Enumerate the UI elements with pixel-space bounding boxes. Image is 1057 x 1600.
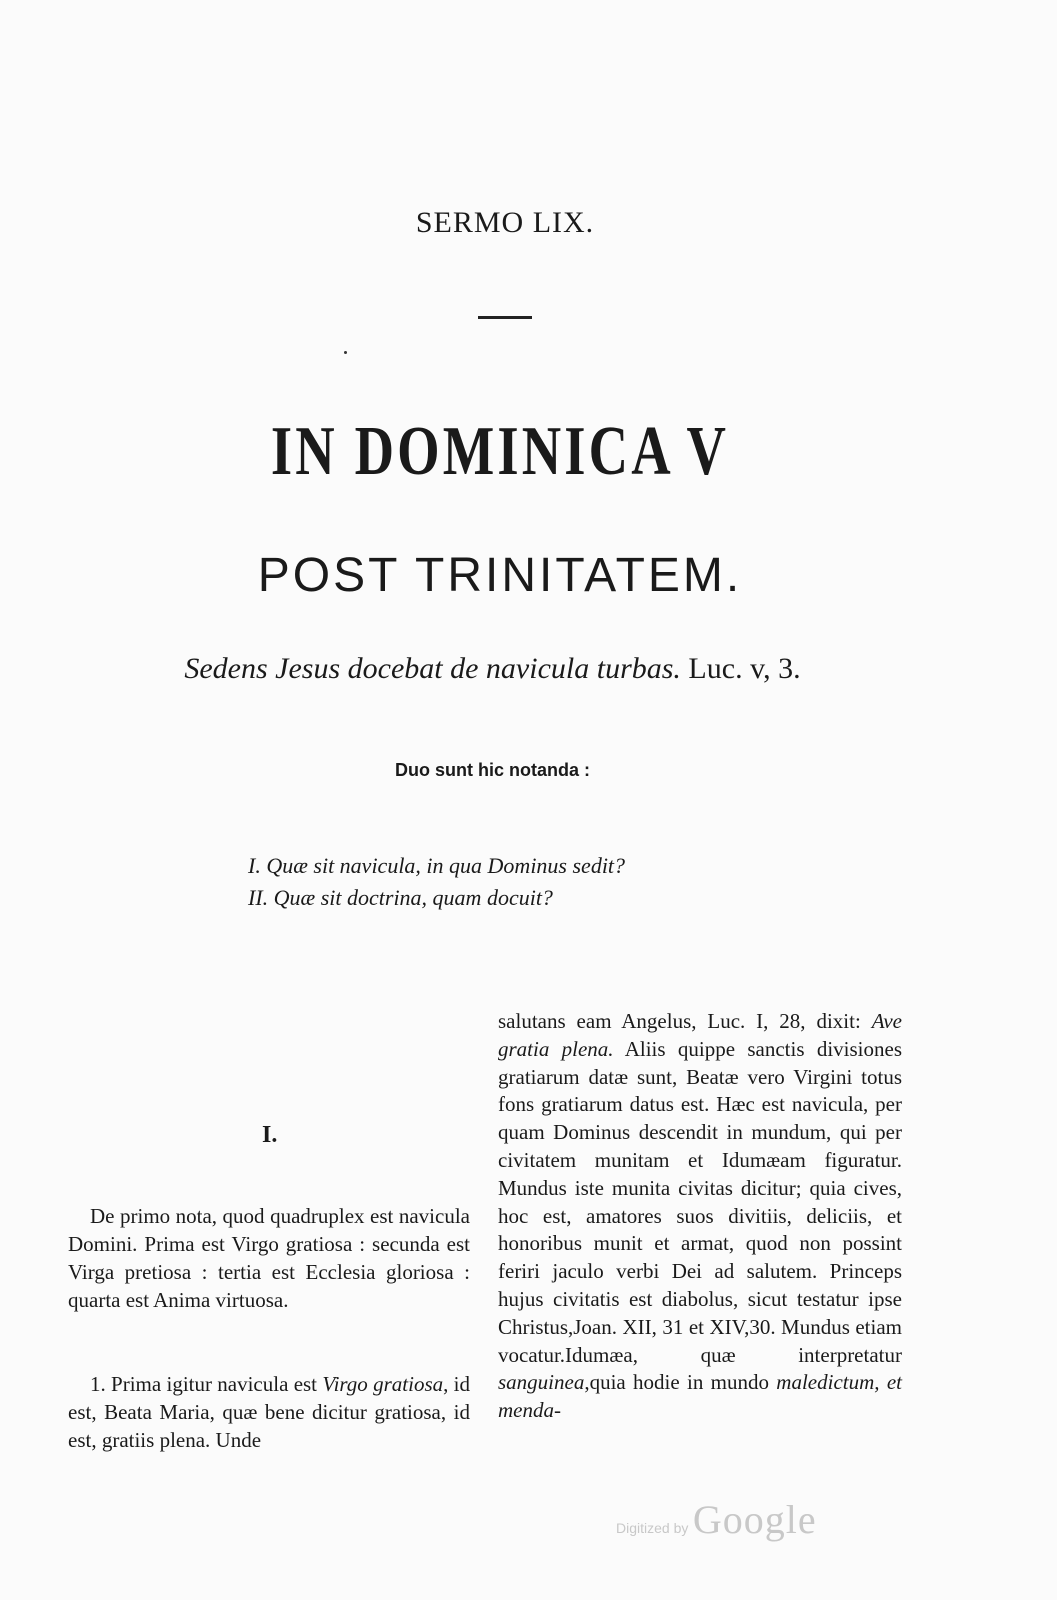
right-column (498, 1008, 902, 1425)
digitized-by-label: Digitized by (616, 1520, 689, 1536)
right-text-2-italic: sanguinea (498, 1370, 585, 1395)
digitized-watermark (616, 1496, 817, 1543)
epigraph (0, 652, 985, 686)
division-item (248, 850, 625, 882)
sermon-title: IN DOMINICA V (270, 413, 730, 490)
epigraph-quote: Sedens Jesus docebat de navicula turbas. (184, 652, 681, 685)
right-text-1-italic: Ave gratia plena. (498, 1009, 902, 1061)
division-item (248, 882, 625, 914)
division-number: I. (248, 853, 261, 878)
right-text-3-italic: maledictum, et menda- (498, 1370, 902, 1423)
title-rule (478, 316, 532, 319)
right-text-3: ,quia hodie in mundo (584, 1370, 777, 1395)
google-logo: Google (692, 1497, 817, 1542)
left-paragraph-2-rest: , id est, Beata Maria, quæ bene dicitur gratiosa, id est, gratiis plena. Unde (68, 1372, 470, 1452)
section-number: I. (262, 1122, 278, 1148)
left-paragraph-1: De primo nota, quod quadruplex est navicula Domini. Prima est Virgo gratiosa : secunda est Virga pretiosa : tertia est Ecclesia gloriosa : quarta est Anima virtuosa. (68, 1204, 470, 1312)
left-paragraph-2 (68, 1370, 470, 1454)
right-text-2: Aliis quippe sanctis divisiones gratiarum datæ sunt, Beatæ vero Virgini totus fons gratiarum datus est. Hæc est navicula, per quam Dominus descendit in mundum, qui per civitatem munitam et Idumæam figuratur. Mundus iste munita civitas dicitur; quia cives, hoc est, amatores suos divitiis, deliciis, et honoribus munit et armat, quod non possint feriri jaculo verbi Dei ad salutem. Princeps hujus civitatis est diabolus, sicut testatur ipse Christus,Joan. XII, 31 et XIV,30. Mundus etiam vocatur.Idumæa, quæ interpretatur (498, 1036, 902, 1367)
announcement: Duo sunt hic notanda : (395, 760, 590, 780)
right-text-1: salutans eam Angelus, Luc. I, 28, dixit: (498, 1009, 872, 1033)
division-number: II. (248, 885, 269, 910)
divisions-list (248, 850, 625, 914)
division-text: Quæ sit navicula, in qua Dominus sedit? (266, 853, 626, 878)
division-text: Quæ sit doctrina, quam docuit? (273, 885, 553, 910)
print-speck (344, 351, 347, 354)
sermon-number: SERMO LIX. (415, 206, 595, 239)
left-paragraph-2-italic: Virgo gratiosa (322, 1372, 444, 1396)
sermon-subtitle: POST TRINITATEM. (257, 549, 743, 602)
epigraph-reference: Luc. v, 3. (688, 652, 801, 685)
left-paragraph-2-start: 1. Prima igitur navicula est (90, 1372, 323, 1396)
